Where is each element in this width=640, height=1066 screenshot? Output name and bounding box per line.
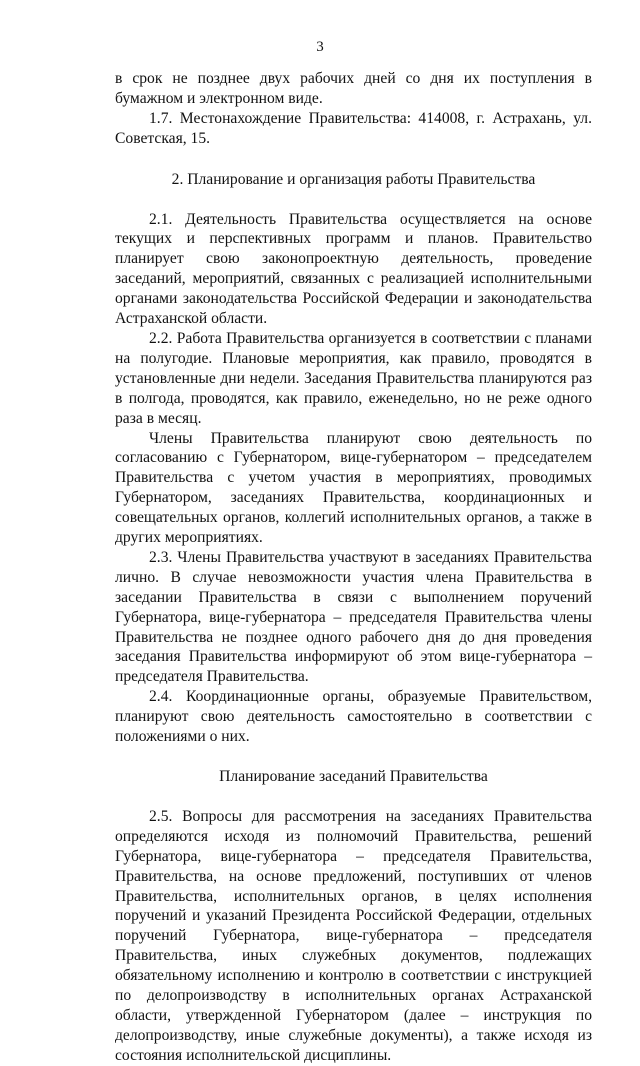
- paragraph-2-5: 2.5. Вопросы для рассмотрения на заседаниях Правительства определяются исходя из полномочий Правительства, решений Губернатора, вице-губернатора – председателя Правительства, Правительства, на основе предложений, поступивших от членов Правительства, исполнительных органов, в целях исполнения поручений и указаний Президента Российской Федерации, отдельных поручений Губернатора, вице-губернатора – председателя Правительства, иных служебных документов, подлежащих обязательному исполнению и контролю в соответствии с инструкцией по делопроизводству в исполнительных органах Астраханской области, утвержденной Губернатором (далее – инструкция по делопроизводству, иные служебные документы), а также исходя из состояния исполнительской дисциплины.: [115, 807, 592, 1064]
- paragraph-2-1: 2.1. Деятельность Правительства осуществляется на основе текущих и перспективных программ и планов. Правительство планирует свою законопроектную деятельность, проведение заседаний, мероприятий, связанных с реализацией исполнительными органами законодательства Российской Федерации и законодательства Астраханской области.: [115, 210, 592, 328]
- page-number: 3: [316, 39, 324, 55]
- paragraph-2-3: 2.3. Члены Правительства участвуют в заседаниях Правительства лично. В случае невозможности участия члена Правительства в заседании Правительства в связи с выполнением поручений Губернатора, вице-губернатора – председателя Правительства члены Правительства не позднее одного рабочего дня до дня проведения заседания Правительства информируют об этом вице-губернатора – председателя Правительства.: [115, 548, 592, 686]
- paragraph-1-6-continuation: в срок не позднее двух рабочих дней со дня их поступления в бумажном и электронном виде.: [115, 70, 592, 107]
- document-body: [115, 69, 592, 1066]
- section-2-heading: 2. Планирование и организация работы Правительства: [171, 170, 536, 188]
- paragraph-1-7: 1.7. Местонахождение Правительства: 414008, г. Астрахань, ул. Советская, 15.: [115, 109, 592, 147]
- paragraph-2-2: 2.2. Работа Правительства организуется в соответствии с планами на полугодие. Плановые мероприятия, как правило, проводятся в установленные дни недели. Заседания Правительства планируются раз в полгода, проводятся, как правило, еженедельно, но не реже одного раза в месяц.: [115, 329, 592, 427]
- paragraph-2-2-members: Члены Правительства планируют свою деятельность по согласованию с Губернатором, вице-губернатором – председателем Правительства с учетом участия в мероприятиях, проводимых Губернатором, заседаниях Правительства, координационных и совещательных органов, коллегий исполнительных органов, а также в других мероприятиях.: [115, 429, 592, 547]
- subsection-heading: Планирование заседаний Правительства: [219, 768, 488, 785]
- paragraph-2-4: 2.4. Координационные органы, образуемые Правительством, планируют свою деятельность самостоятельно в соответствии с положениями о них.: [115, 688, 592, 746]
